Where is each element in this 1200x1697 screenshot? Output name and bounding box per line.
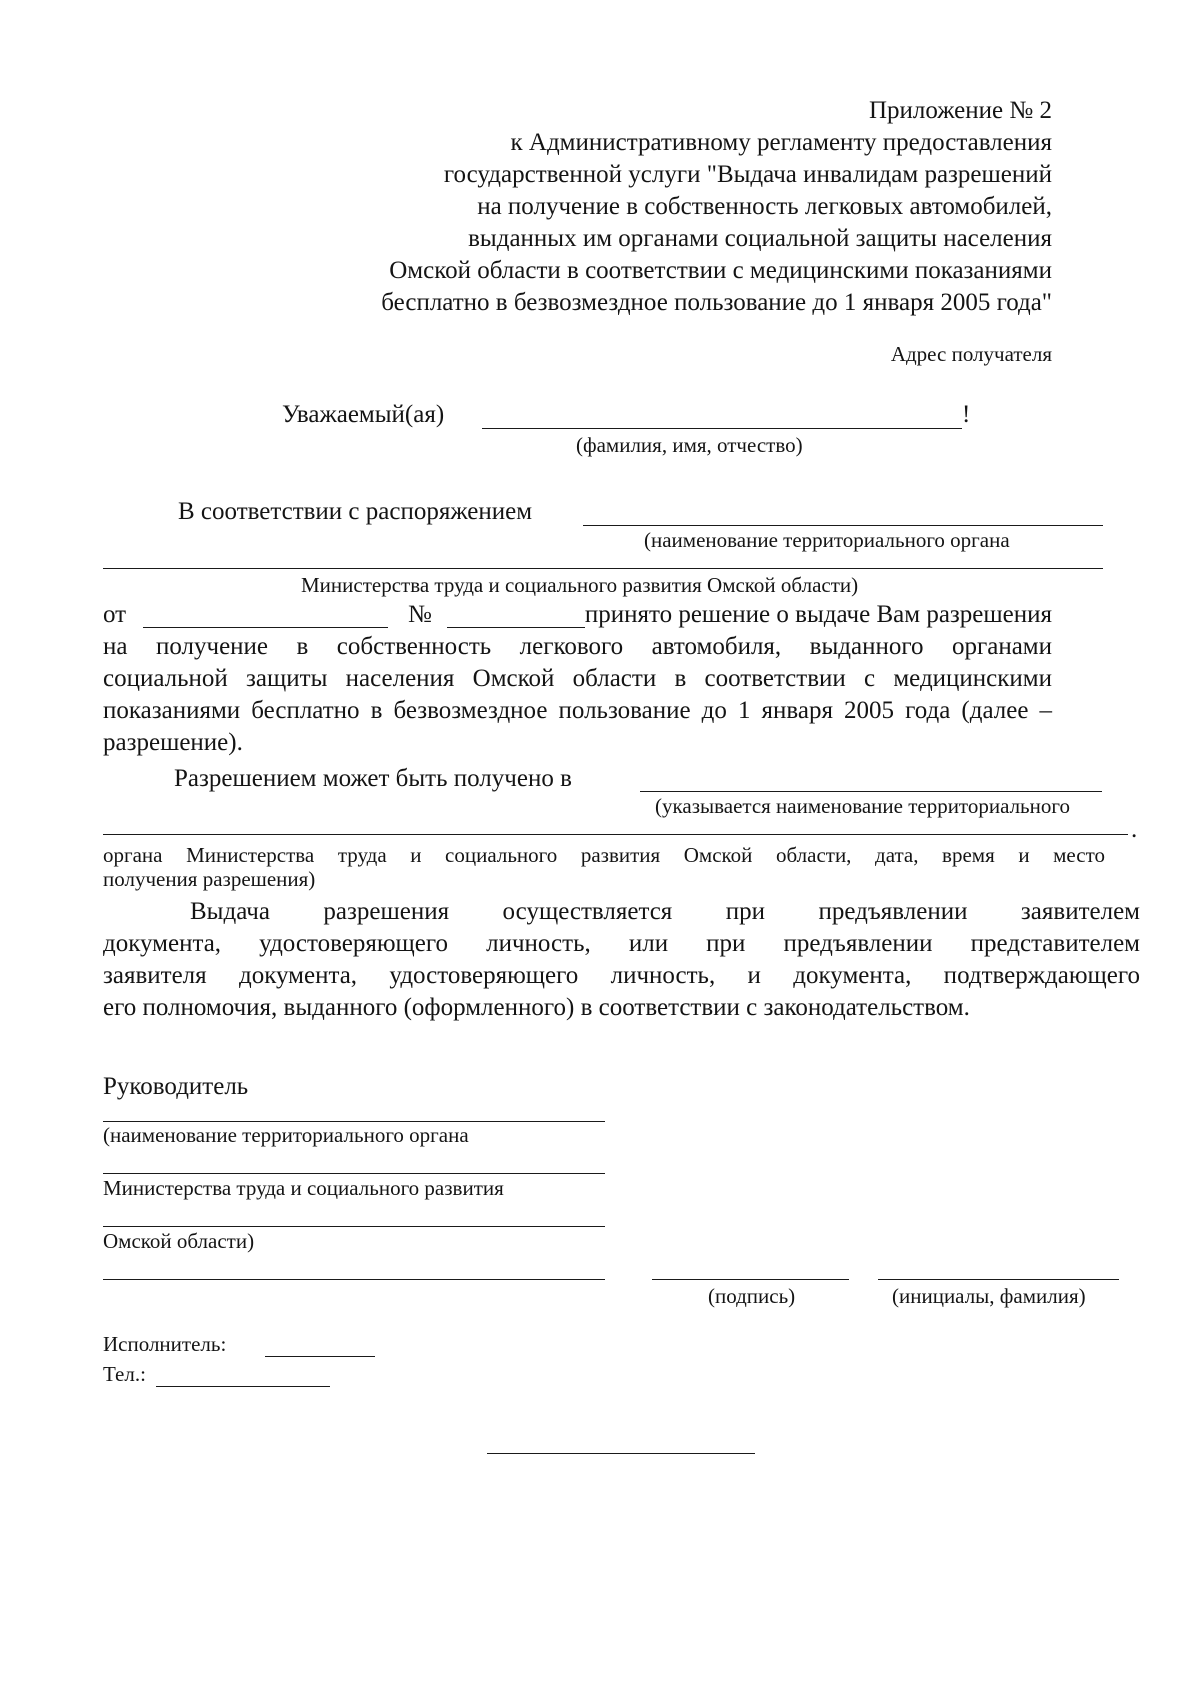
org-blank-line-2 bbox=[103, 1173, 605, 1174]
decision-paragraph-line-1: на получение в собственность легкового автомобиля, выданного органами bbox=[103, 633, 1052, 660]
number-label: № bbox=[408, 601, 432, 628]
org-caption-3: Омской области) bbox=[103, 1229, 255, 1253]
head-blank-line bbox=[103, 1279, 605, 1280]
obtain-caption: (указывается наименование территориального bbox=[655, 794, 1070, 818]
issuance-line-1: Выдача разрешения осуществляется при предъявлении заявителем bbox=[190, 898, 1140, 925]
order-blank-line bbox=[583, 525, 1103, 526]
header-line-4: на получение в собственность легковых автомобилей, bbox=[477, 193, 1052, 220]
salutation-exclamation: ! bbox=[962, 401, 971, 428]
obtain-caption-line-2: получения разрешения) bbox=[103, 867, 316, 891]
salutation: Уважаемый(ая) bbox=[282, 401, 445, 428]
head-label: Руководитель bbox=[103, 1073, 249, 1100]
territorial-body-blank-line bbox=[103, 568, 1103, 569]
appendix-number: Приложение № 2 bbox=[868, 97, 1052, 124]
issuance-line-4: его полномочия, выданного (оформленного) в соответствии с законодательством. bbox=[103, 994, 970, 1021]
name-caption: (фамилия, имя, отчество) bbox=[576, 433, 803, 457]
executor-blank-line bbox=[265, 1356, 375, 1357]
closing-separator-line bbox=[487, 1453, 755, 1454]
initials-blank-line bbox=[878, 1279, 1119, 1280]
decision-paragraph-line-2: социальной защиты населения Омской области в соответствии с медицинскими bbox=[103, 665, 1052, 692]
org-caption-1: (наименование территориального органа bbox=[103, 1123, 469, 1147]
name-blank-line bbox=[482, 428, 962, 429]
number-blank-line bbox=[447, 627, 585, 628]
header-line-5: выданных им органами социальной защиты населения bbox=[468, 225, 1052, 252]
recipient-address-label: Адрес получателя bbox=[890, 342, 1052, 366]
header-line-2: к Административному регламенту предоставления bbox=[510, 129, 1052, 156]
signature-blank-line bbox=[652, 1279, 849, 1280]
from-label: от bbox=[103, 601, 127, 628]
org-caption-2: Министерства труда и социального развития bbox=[103, 1176, 504, 1200]
issuance-line-3: заявителя документа, удостоверяющего личность, и документа, подтверждающего bbox=[103, 962, 1140, 989]
obtain-period: . bbox=[1131, 816, 1138, 843]
decision-paragraph-line-4: разрешение). bbox=[103, 729, 243, 756]
executor-label: Исполнитель: bbox=[103, 1332, 227, 1356]
initials-caption: (инициалы, фамилия) bbox=[892, 1284, 1086, 1308]
order-intro: В соответствии с распоряжением bbox=[178, 498, 533, 525]
obtain-caption-line-1: органа Министерства труда и социального развития Омской области, дата, время и место bbox=[103, 843, 1105, 867]
decision-paragraph-line-3: показаниями бесплатно в безвозмездное пользование до 1 января 2005 года (далее – bbox=[103, 697, 1052, 724]
header-line-3: государственной услуги "Выдача инвалидам разрешений bbox=[443, 161, 1052, 188]
territorial-body-caption: (наименование территориального органа bbox=[644, 528, 1010, 552]
header-line-7: бесплатно в безвозмездное пользование до 1 января 2005 года" bbox=[381, 289, 1052, 316]
decision-text: принято решение о выдаче Вам разрешения bbox=[584, 601, 1052, 628]
ministry-caption: Министерства труда и социального развития Омской области) bbox=[301, 573, 859, 597]
date-blank-line bbox=[143, 627, 388, 628]
header-line-6: Омской области в соответствии с медицинскими показаниями bbox=[389, 257, 1052, 284]
phone-blank-line bbox=[156, 1386, 330, 1387]
org-blank-line-3 bbox=[103, 1226, 605, 1227]
issuance-line-2: документа, удостоверяющего личность, или при предъявлении представителем bbox=[103, 930, 1140, 957]
obtain-text: Разрешением может быть получено в bbox=[174, 765, 572, 792]
phone-label: Тел.: bbox=[103, 1362, 146, 1386]
obtain-blank-line bbox=[640, 791, 1102, 792]
obtain-blank-line-2 bbox=[103, 834, 1128, 835]
signature-caption: (подпись) bbox=[708, 1284, 796, 1308]
